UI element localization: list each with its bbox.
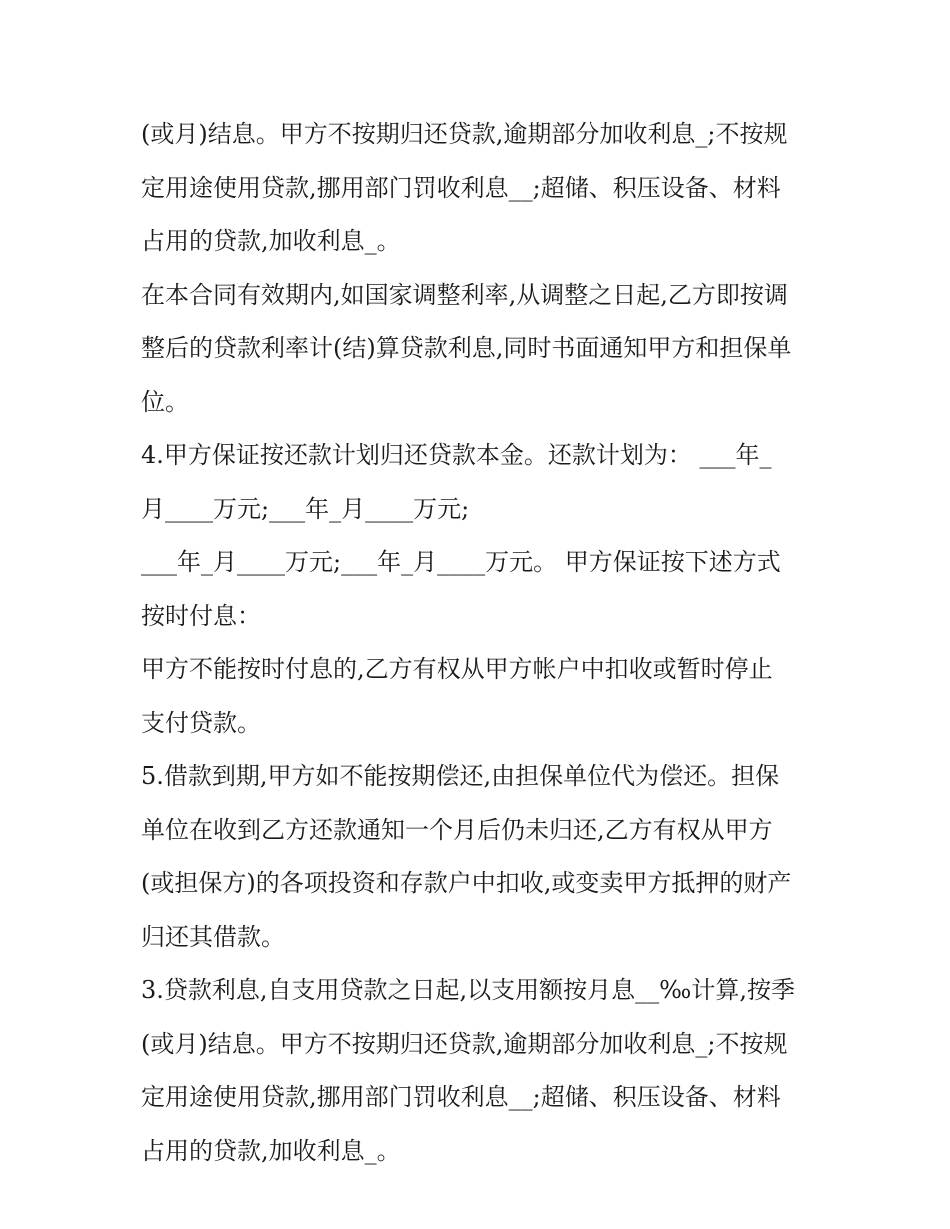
text-line: 整后的贷款利率计(结)算贷款利息,同时书面通知甲方和担保单 <box>141 334 792 362</box>
text-line: 支付贷款。 <box>141 708 261 737</box>
text-line: 在本合同有效期内,如国家调整利率,从调整之日起,乙方即按调 <box>141 280 788 309</box>
text-line: (或担保方)的各项投资和存款户中扣收,或变卖甲方抵押的财产 <box>141 869 792 897</box>
text-line: 归还其借款。 <box>141 922 285 951</box>
text-line: ___年_月____万元;___年_月____万元。 甲方保证按下述方式 <box>141 548 781 576</box>
text-line: (或月)结息。甲方不按期归还贷款,逾期部分加收利息_;不按规 <box>141 1029 788 1058</box>
text-line: 5.借款到期,甲方如不能按期偿还,由担保单位代为偿还。担保 <box>141 762 780 790</box>
text-line: 定用途使用贷款,挪用部门罚收利息__;超储、积压设备、材料 <box>141 1083 781 1111</box>
document-body <box>141 108 821 1178</box>
text-line: 甲方不能按时付息的,乙方有权从甲方帐户中扣收或暂时停止 <box>141 655 773 683</box>
text-line: 单位在收到乙方还款通知一个月后仍未归还,乙方有权从甲方 <box>141 815 773 844</box>
text-line: 位。 <box>141 387 189 416</box>
text-line: 占用的贷款,加收利息_。 <box>141 1136 401 1165</box>
text-line: (或月)结息。甲方不按期归还贷款,逾期部分加收利息_;不按规 <box>141 120 788 148</box>
text-line: 4.甲方保证按还款计划归还贷款本金。还款计划为： ___年_ <box>141 441 772 469</box>
text-line: 月____万元;___年_月____万元; <box>141 494 470 523</box>
text-line: 3.贷款利息,自支用贷款之日起,以支用额按月息__‰计算,按季 <box>141 976 795 1004</box>
text-line: 按时付息： <box>141 601 261 630</box>
text-line: 定用途使用贷款,挪用部门罚收利息__;超储、积压设备、材料 <box>141 173 781 202</box>
text-line: 占用的贷款,加收利息_。 <box>141 227 401 255</box>
